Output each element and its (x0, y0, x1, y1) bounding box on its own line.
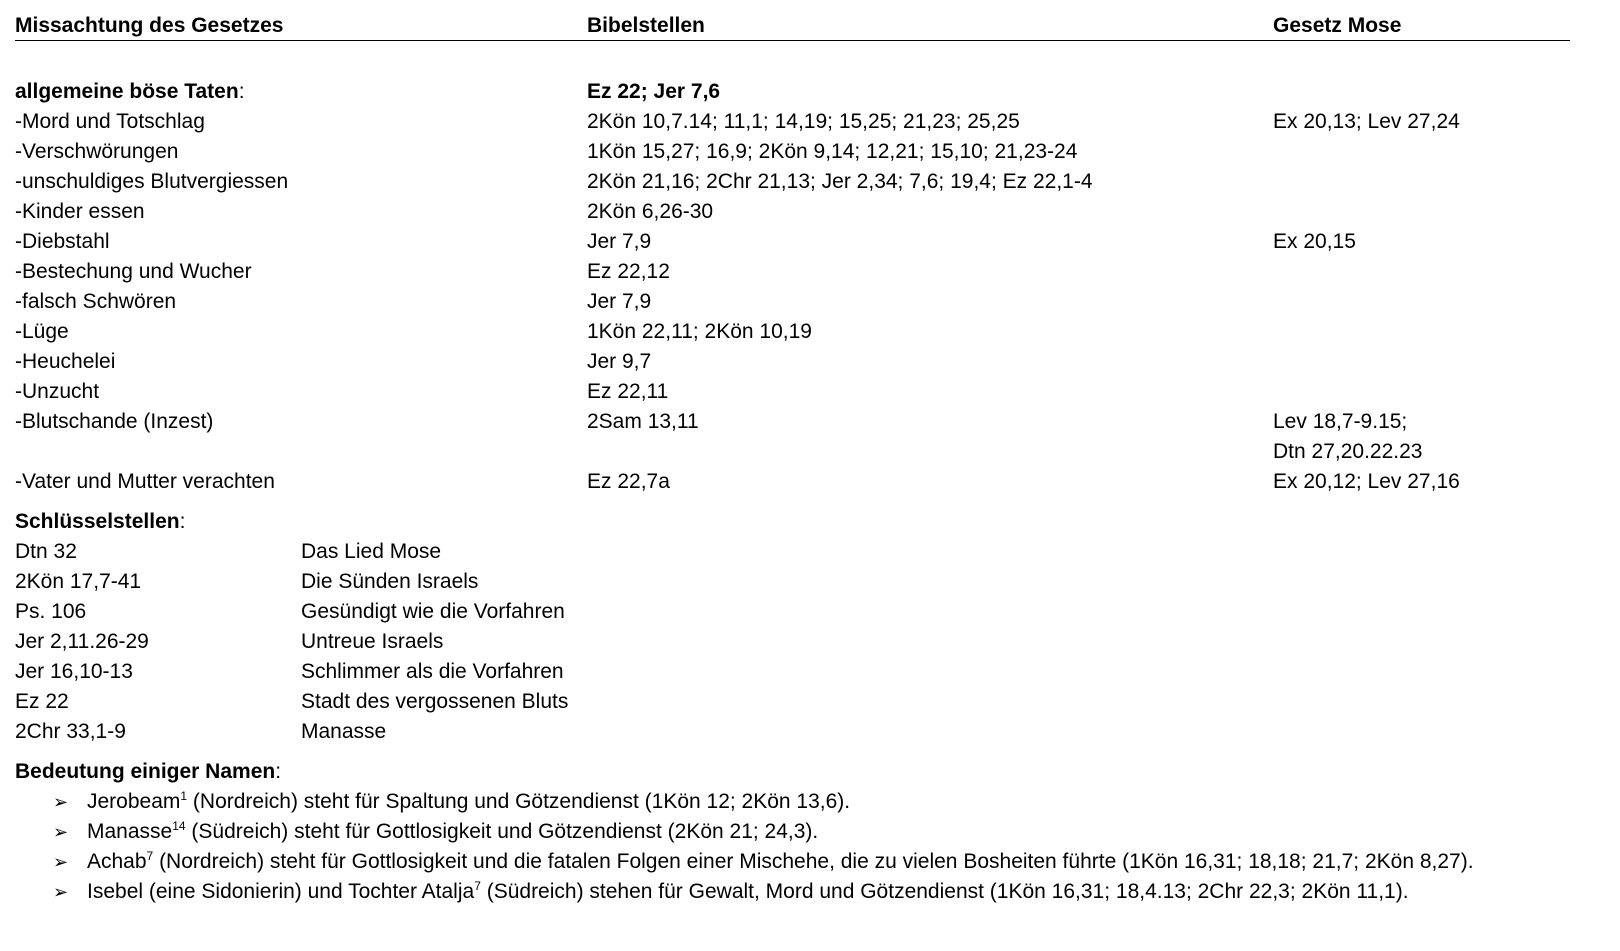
deeds-heading-refs: Ez 22; Jer 7,6 (587, 80, 721, 103)
key-passages-heading: Schlüsselstellen: (15, 510, 186, 533)
list-item-ref: Jer 2,11.26-29 (15, 630, 149, 653)
list-item-desc: Untreue Israels (301, 630, 444, 653)
header-col-mosaic-law: Gesetz Mose (1273, 14, 1402, 37)
header-col-violation: Missachtung des Gesetzes (15, 14, 284, 37)
table-row-refs: 2Sam 13,11 (587, 410, 699, 433)
table-row-label: -Blutschande (Inzest) (15, 410, 214, 433)
table-header (15, 10, 1570, 41)
table-row-law (1273, 377, 1593, 407)
table-row-label: -Bestechung und Wucher (15, 260, 252, 283)
deeds-heading: allgemeine böse Taten: (15, 80, 245, 103)
table-row-law: Lev 18,7-9.15; Dtn 27,20.22.23 (1273, 410, 1423, 463)
table-row-label: -Heuchelei (15, 350, 116, 373)
table-row-label: -Diebstahl (15, 230, 110, 253)
names-list (15, 787, 1615, 907)
table-row-refs: 2Kön 10,7.14; 11,1; 14,19; 15,25; 21,23; 25,25 (587, 110, 1020, 133)
table-row-law: Ex 20,13; Lev 27,24 (1273, 110, 1460, 133)
list-item: ➢ Jerobeam$^1$ (Nordreich) steht für Spaltung und Götzendienst (1Kön 12; 2Kön 13,6). (53, 787, 1615, 817)
table-row-refs: Ez 22,7a (587, 470, 670, 493)
list-item-desc: Manasse (301, 720, 387, 743)
table-row-law: Ex 20,12; Lev 27,16 (1273, 470, 1460, 493)
list-item-desc: Gesündigt wie die Vorfahren (301, 600, 565, 623)
arrow-bullet-icon: ➢ (53, 852, 69, 872)
list-item-ref: 2Kön 17,7-41 (15, 570, 142, 593)
arrow-bullet-icon: ➢ (53, 822, 69, 842)
list-item-ref: 2Chr 33,1-9 (15, 720, 126, 743)
table-row-refs: 2Kön 21,16; 2Chr 21,13; Jer 2,34; 7,6; 19,4; Ez 22,1-4 (587, 170, 1093, 193)
table-row-refs: Jer 9,7 (587, 350, 652, 373)
table-row-label: -Vater und Mutter verachten (15, 470, 275, 493)
table-row-law (1273, 197, 1593, 227)
list-item: ➢ Manasse$^{14}$ (Südreich) steht für Gottlosigkeit und Götzendienst (2Kön 21; 24,3). (53, 817, 1615, 847)
arrow-bullet-icon: ➢ (53, 792, 69, 812)
list-item-desc: Stadt des vergossenen Bluts (301, 690, 569, 713)
table-row-label: -Kinder essen (15, 200, 145, 223)
table-row-law (1273, 317, 1593, 347)
table-row-refs: Ez 22,11 (587, 380, 669, 403)
table-row-law (1273, 137, 1593, 167)
list-item: ➢ Isebel (eine Sidonierin) und Tochter Atalja$^7$ (Südreich) stehen für Gewalt, Mord und Götzendienst (1Kön 16,31; 18,4.13; 2Chr 22,3; 2Kön 11,1). (53, 877, 1615, 907)
table-row-refs: 1Kön 22,11; 2Kön 10,19 (587, 320, 812, 343)
names-heading: Bedeutung einiger Namen: (15, 760, 282, 783)
deeds-table (15, 77, 1615, 497)
list-item-ref: Ez 22 (15, 690, 69, 713)
table-row-law (1273, 257, 1593, 287)
table-row-label: -Lüge (15, 320, 69, 343)
table-row-law (1273, 167, 1593, 197)
table-row-label: -Unzucht (15, 380, 100, 403)
list-item-desc: Schlimmer als die Vorfahren (301, 660, 564, 683)
header-col-references: Bibelstellen (587, 14, 705, 37)
table-row-refs: Jer 7,9 (587, 290, 652, 313)
table-row-refs: 2Kön 6,26-30 (587, 200, 714, 223)
table-row-refs: Jer 7,9 (587, 230, 652, 253)
key-passages-list (15, 537, 1615, 747)
table-row-law: Ex 20,15 (1273, 230, 1356, 253)
list-item-ref: Dtn 32 (15, 540, 77, 563)
list-item-desc: Die Sünden Israels (301, 570, 479, 593)
list-item-ref: Ps. 106 (15, 600, 87, 623)
list-item-ref: Jer 16,10-13 (15, 660, 133, 683)
arrow-bullet-icon: ➢ (53, 882, 69, 902)
list-item: ➢ Achab$^7$ (Nordreich) steht für Gottlosigkeit und die fatalen Folgen einer Mischehe, die zu vielen Bosheiten führte (1Kön 16,31; 18,18; 21,7; 2Kön 8,27). (53, 847, 1615, 877)
table-row-law (1273, 287, 1593, 317)
table-row-refs: Ez 22,12 (587, 260, 670, 283)
table-row-refs: 1Kön 15,27; 16,9; 2Kön 9,14; 12,21; 15,10; 21,23-24 (587, 140, 1078, 163)
list-item-desc: Das Lied Mose (301, 540, 442, 563)
table-row-label: -unschuldiges Blutvergiessen (15, 170, 289, 193)
table-row-label: -Mord und Totschlag (15, 110, 205, 133)
table-row-law (1273, 347, 1593, 377)
table-row-label: -falsch Schwören (15, 290, 177, 313)
table-row-label: -Verschwörungen (15, 140, 179, 163)
document-page (15, 10, 1615, 907)
